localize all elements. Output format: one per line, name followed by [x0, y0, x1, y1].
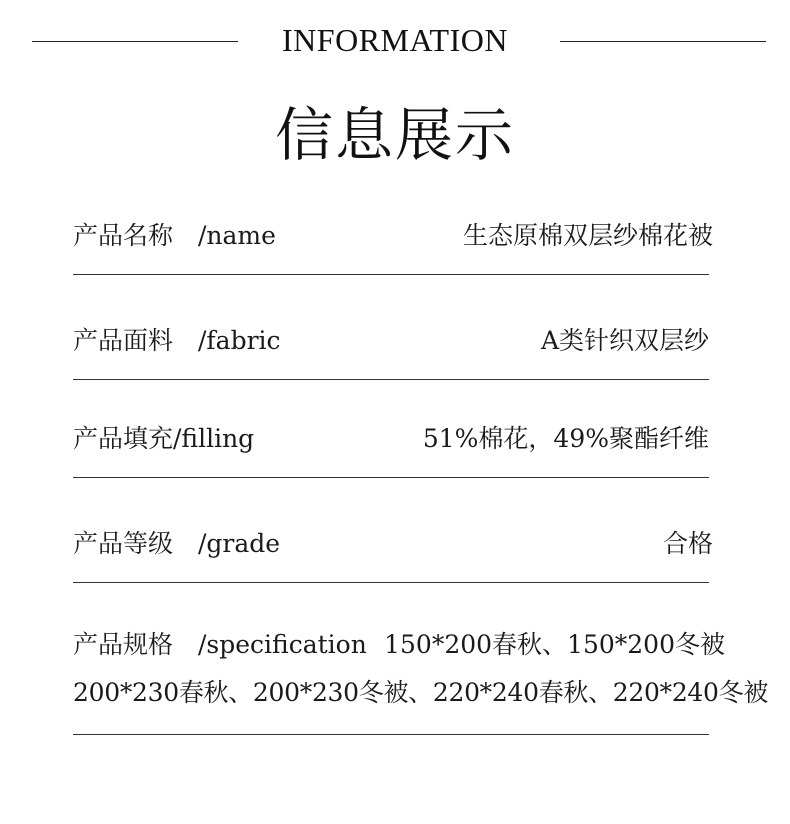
row-value-line2: 200*230春秋、200*230冬被、220*240春秋、220*240冬被 — [73, 678, 769, 707]
header-rule-right — [560, 41, 766, 42]
row-label: 产品规格 /specification — [73, 630, 367, 659]
row-divider — [73, 734, 709, 735]
row-divider — [73, 274, 709, 275]
row-value: 生态原棉双层纱棉花被 — [462, 221, 713, 250]
page-title: 信息展示 — [274, 101, 515, 169]
row-value: 合格 — [662, 529, 713, 558]
row-value: 150*200春秋、150*200冬被 — [384, 630, 725, 659]
row-label: 产品面料 /fabric — [73, 326, 281, 355]
row-divider — [73, 477, 709, 478]
row-label: 产品名称 /name — [73, 221, 276, 250]
row-label: 产品等级 /grade — [73, 529, 281, 558]
row-divider — [73, 379, 709, 380]
row-label: 产品填充/filling — [73, 424, 255, 453]
row-divider — [73, 582, 709, 583]
row-value: 51%棉花，49%聚酯纤维 — [422, 424, 709, 453]
header-title: INFORMATION — [282, 22, 508, 58]
row-value: A类针织双层纱 — [540, 326, 709, 355]
section-header — [0, 20, 790, 64]
